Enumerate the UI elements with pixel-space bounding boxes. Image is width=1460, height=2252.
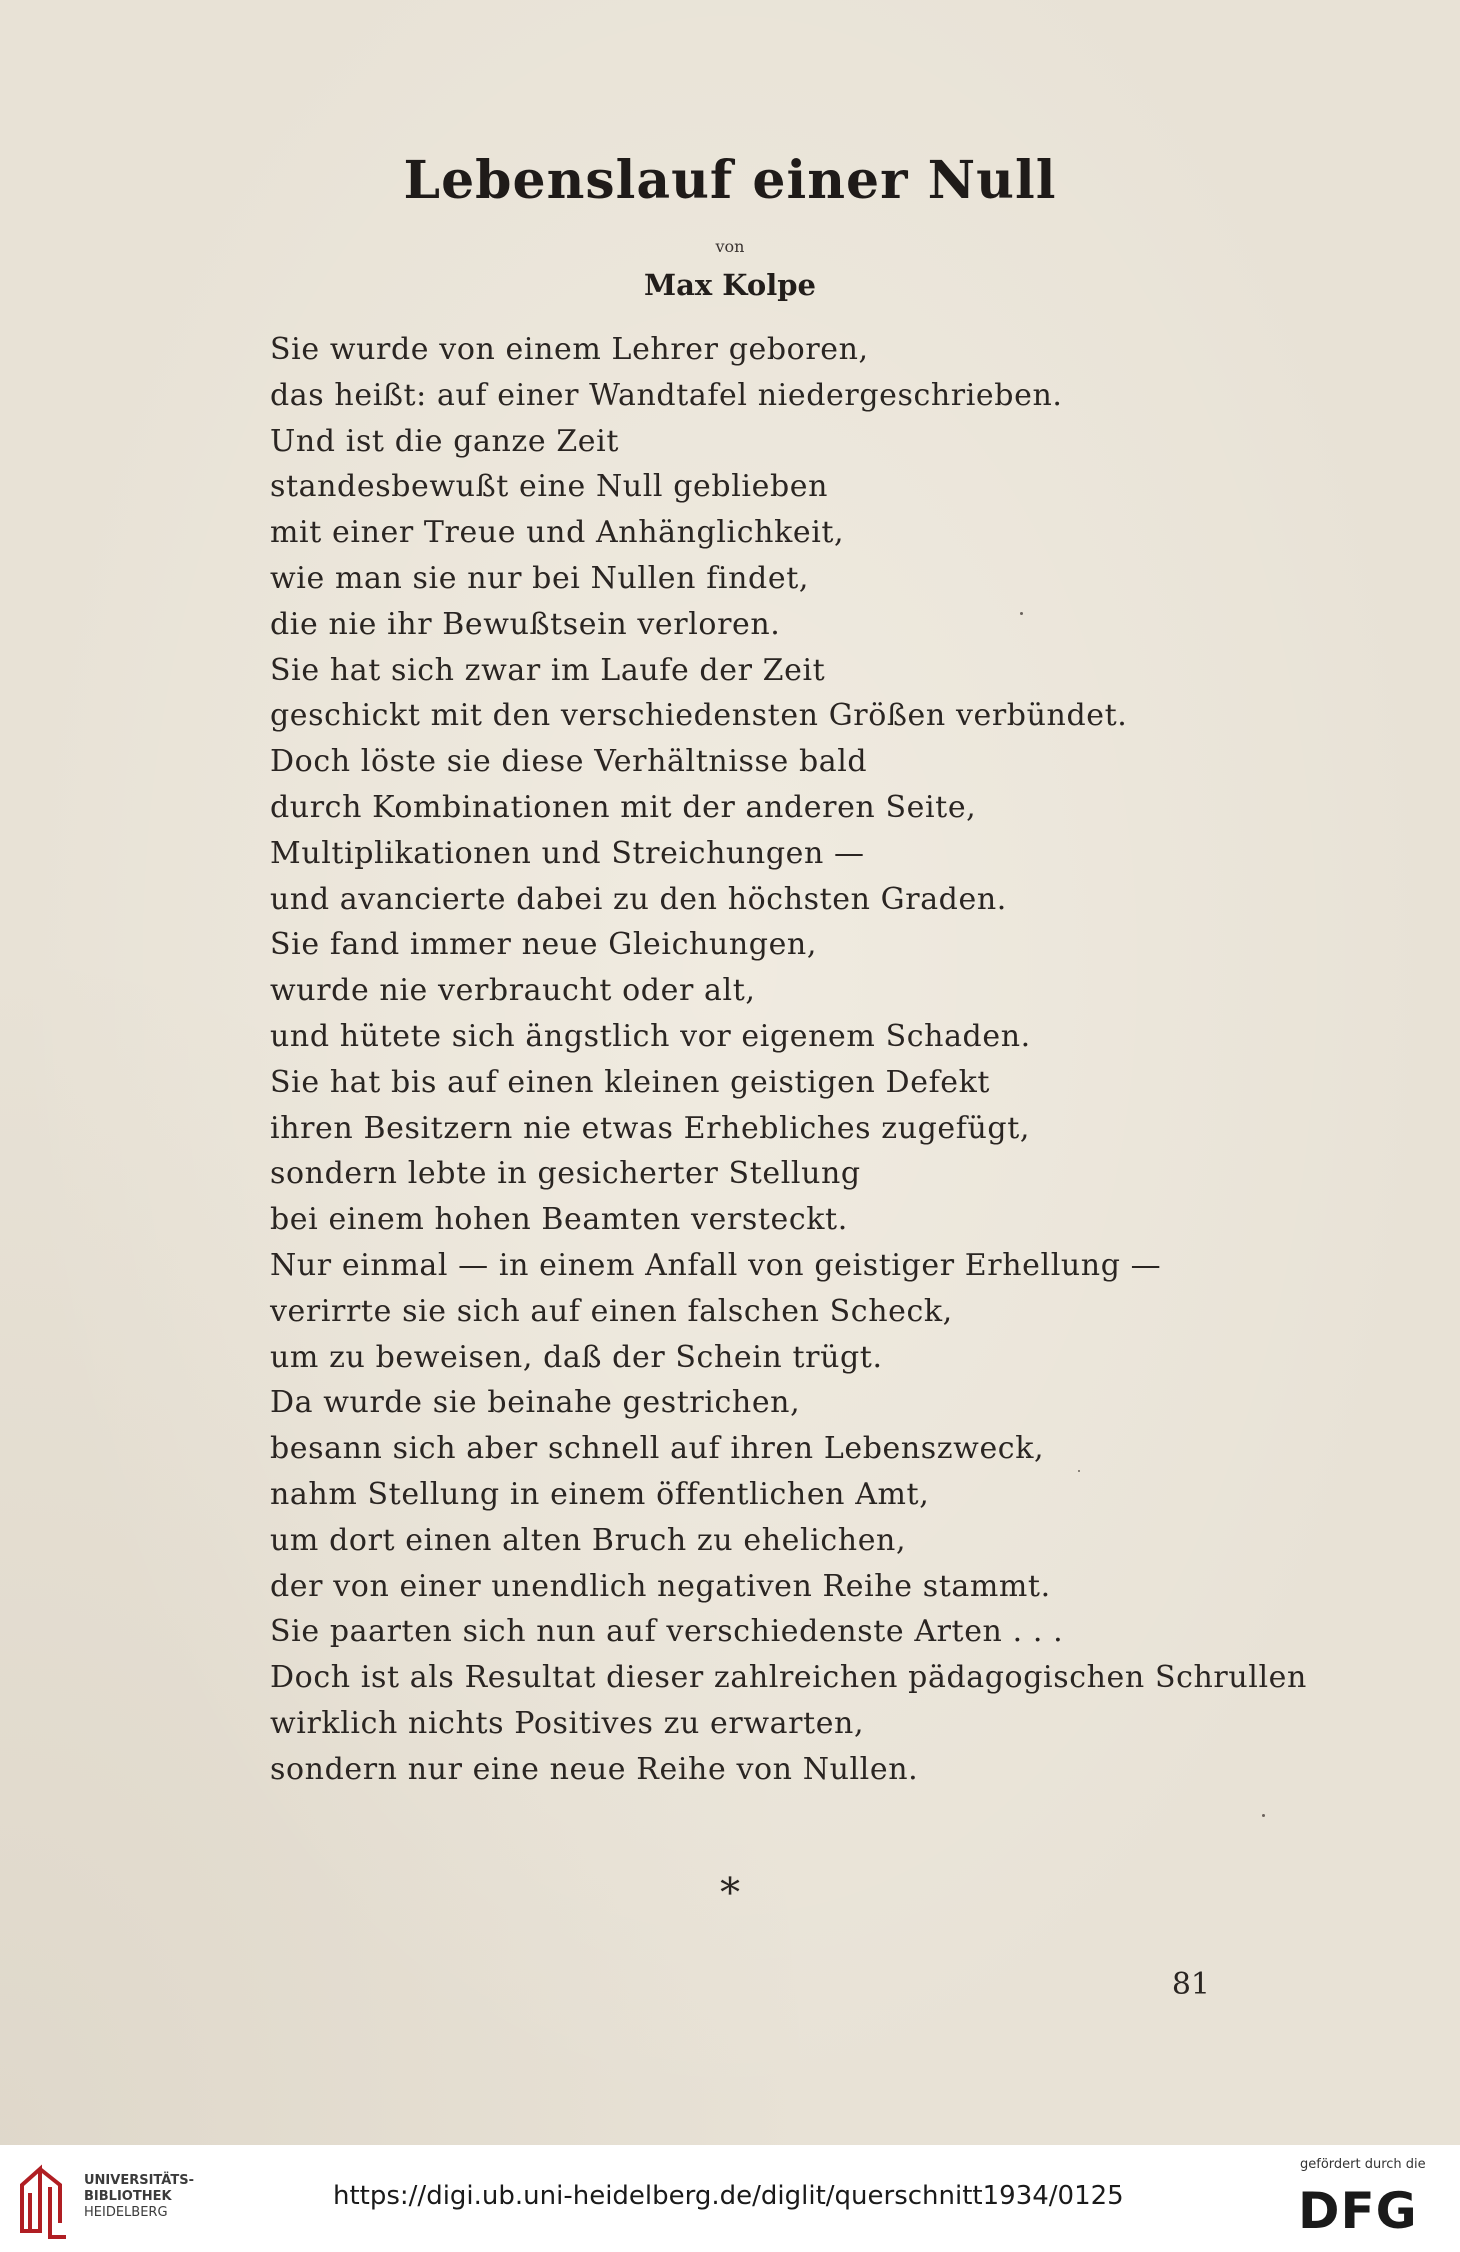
poem-line: um dort einen alten Bruch zu ehelichen, bbox=[270, 1522, 907, 1558]
poem-line: standesbewußt eine Null geblieben bbox=[270, 469, 829, 505]
poem-line: mit einer Treue und Anhänglichkeit, bbox=[270, 515, 845, 551]
poem-line: Da wurde sie beinahe gestrichen, bbox=[270, 1385, 801, 1421]
poem-line: sondern nur eine neue Reihe von Nullen. bbox=[270, 1751, 919, 1787]
poem-line: verirrte sie sich auf einen falschen Scheck, bbox=[270, 1293, 953, 1329]
poem-body bbox=[270, 327, 1307, 1793]
footer-bar bbox=[0, 2145, 1460, 2252]
poem-line: Doch löste sie diese Verhältnisse bald bbox=[270, 744, 868, 780]
poem-line: Nur einmal — in einem Anfall von geistiger Erhellung — bbox=[270, 1247, 1162, 1283]
poem-line: ihren Besitzern nie etwas Erhebliches zugefügt, bbox=[270, 1110, 1031, 1146]
poem-line: Sie hat bis auf einen kleinen geistigen Defekt bbox=[270, 1064, 991, 1100]
paper-speck bbox=[1262, 1814, 1265, 1817]
author-name: Max Kolpe bbox=[644, 268, 816, 302]
permalink-url[interactable]: https://digi.ub.uni-heidelberg.de/diglit/querschnitt1934/0125 bbox=[333, 2181, 1124, 2211]
poem-line: und avancierte dabei zu den höchsten Graden. bbox=[270, 881, 1007, 917]
poem-line: das heißt: auf einer Wandtafel niedergeschrieben. bbox=[270, 377, 1063, 413]
dfg-logo: DFG bbox=[1298, 2182, 1418, 2240]
poem-title: Lebenslauf einer Null bbox=[403, 150, 1057, 211]
poem-line: wurde nie verbraucht oder alt, bbox=[270, 973, 756, 1009]
poem-line: die nie ihr Bewußtsein verloren. bbox=[270, 606, 781, 642]
poem-line: sondern lebte in gesicherter Stellung bbox=[270, 1156, 861, 1192]
funding-note: gefördert durch die bbox=[1300, 2157, 1426, 2172]
poem-line: geschickt mit den verschiedensten Größen verbündet. bbox=[270, 698, 1128, 734]
poem-line: nahm Stellung in einem öffentlichen Amt, bbox=[270, 1476, 930, 1512]
asterisk-ornament: ∗ bbox=[716, 1862, 744, 1908]
paper-speck bbox=[1078, 1470, 1080, 1472]
library-name-line: BIBLIOTHEK bbox=[84, 2189, 172, 2204]
library-name-line: UNIVERSITÄTS- bbox=[84, 2173, 194, 2188]
poem-line: Doch ist als Resultat dieser zahlreichen pädagogischen Schrullen bbox=[270, 1660, 1307, 1696]
library-logo-icon bbox=[16, 2157, 74, 2241]
library-name bbox=[84, 2173, 194, 2221]
poem-line: und hütete sich ängstlich vor eigenem Schaden. bbox=[270, 1018, 1031, 1054]
poem-line: besann sich aber schnell auf ihren Lebenszweck, bbox=[270, 1431, 1045, 1467]
poem-line: Sie paarten sich nun auf verschiedenste Arten . . . bbox=[270, 1614, 1064, 1650]
poem-line: Sie hat sich zwar im Laufe der Zeit bbox=[270, 652, 826, 688]
poem-line: um zu beweisen, daß der Schein trügt. bbox=[270, 1339, 883, 1375]
byline: von bbox=[715, 237, 745, 256]
poem-line: bei einem hohen Beamten versteckt. bbox=[270, 1202, 848, 1238]
poem-line: Sie wurde von einem Lehrer geboren, bbox=[270, 332, 869, 367]
poem-line: Und ist die ganze Zeit bbox=[270, 423, 619, 459]
poem-line: wie man sie nur bei Nullen findet, bbox=[270, 560, 809, 596]
poem-line: wirklich nichts Positives zu erwarten, bbox=[270, 1705, 865, 1741]
poem-line: durch Kombinationen mit der anderen Seite, bbox=[270, 789, 977, 825]
poem-line: Multiplikationen und Streichungen — bbox=[270, 835, 865, 871]
page-number: 81 bbox=[1171, 1967, 1210, 2002]
library-name-line: HEIDELBERG bbox=[84, 2205, 168, 2220]
poem-line: Sie fand immer neue Gleichungen, bbox=[270, 927, 817, 963]
poem-line: der von einer unendlich negativen Reihe stammt. bbox=[270, 1568, 1051, 1604]
paper-speck bbox=[1020, 612, 1023, 615]
